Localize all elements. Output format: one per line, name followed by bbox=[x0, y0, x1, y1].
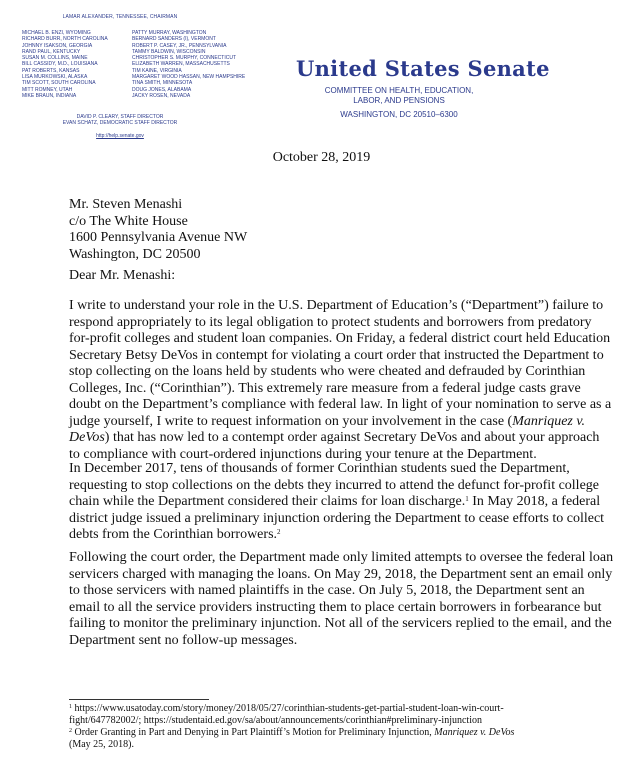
text-line: servicers charged with managing the loans. On May 29, 2018, the Department sent an email only bbox=[69, 566, 613, 582]
text-line: to compliance with court-ordered injunctions during your tenure at the Department. bbox=[69, 446, 537, 462]
text-line: email to all the service providers instructing them to place certain borrowers in forbearance but bbox=[69, 599, 602, 615]
member-name: PATTY MURRAY, WASHINGTON bbox=[132, 30, 207, 36]
recipient-address bbox=[69, 197, 247, 263]
footnote-2-line bbox=[69, 727, 609, 739]
footnotes bbox=[69, 703, 609, 751]
text-line bbox=[69, 414, 589, 431]
democratic-staff-director: EVAN SCHATZ, DEMOCRATIC STAFF DIRECTOR bbox=[62, 120, 178, 127]
case-name-italic: Manriquez v. bbox=[512, 413, 586, 429]
text-run: Order Granting in Part and Denying in Part Plaintiff’s Motion for Preliminary Injunction, bbox=[74, 727, 435, 738]
text-line: Department sent no follow-up messages. bbox=[69, 632, 298, 648]
member-name: TIM KAINE, VIRGINIA bbox=[132, 67, 182, 74]
member-name: ROBERT P. CASEY, JR., PENNSYLVANIA bbox=[132, 42, 227, 49]
case-name-italic: Manriquez v. DeVos bbox=[434, 727, 515, 738]
committee-url-link[interactable]: http://help.senate.gov bbox=[96, 133, 144, 139]
text-line bbox=[69, 494, 601, 511]
text-run: judge yourself, I write to request information on your involvement in the case ( bbox=[69, 413, 513, 429]
footnote-link[interactable]: https://www.usatoday.com/story/money/2018/05/27/corinthian-students-get-partial-student-loan-win-court- bbox=[74, 703, 504, 714]
text-line: In December 2017, tens of thousands of former Corinthian students sued the Department, bbox=[69, 461, 570, 476]
footnote-divider bbox=[69, 699, 209, 700]
staff-directors bbox=[0, 114, 240, 127]
member-name: MITT ROMNEY, UTAH bbox=[22, 86, 73, 93]
text-line: Secretary Betsy DeVos in contempt for violating a court order that instructed the Department to bbox=[69, 347, 604, 363]
text-run: chain while the Department considered their claims for loan discharge. bbox=[69, 494, 466, 509]
footnote-1-line[interactable]: fight/647782002/; https://studentaid.ed.gov/sa/about/announcements/corinthian#preliminary-injunction bbox=[69, 715, 482, 726]
text-line: I write to understand your role in the U.S. Department of Education’s (“Department”) failure to bbox=[69, 298, 604, 313]
text-run: In May 2018, a federal bbox=[468, 494, 601, 509]
text-line bbox=[69, 527, 589, 544]
footnote-number: 1 bbox=[69, 704, 72, 710]
committee-name bbox=[316, 86, 482, 106]
text-line: Colleges, Inc. (“Corinthian”). This extremely rare measure from a federal judge casts grave bbox=[69, 380, 581, 396]
member-name: RAND PAUL, KENTUCKY bbox=[22, 48, 81, 55]
member-name: TAMMY BALDWIN, WISCONSIN bbox=[132, 48, 206, 55]
footnote-ref-1[interactable]: 1 bbox=[465, 495, 469, 503]
member-name: TIM SCOTT, SOUTH CAROLINA bbox=[22, 80, 96, 87]
member-name: PAT ROBERTS, KANSAS bbox=[22, 67, 80, 74]
recipient-care-of: c/o The White House bbox=[69, 213, 188, 229]
footnote-1-line bbox=[69, 703, 609, 715]
footnote-number: 2 bbox=[69, 728, 72, 734]
member-name: JOHNNY ISAKSON, GEORGIA bbox=[22, 42, 93, 49]
case-name-italic: DeVos bbox=[69, 430, 105, 445]
member-name: SUSAN M. COLLINS, MAINE bbox=[22, 55, 88, 62]
staff-director: DAVID P. CLEARY, STAFF DIRECTOR bbox=[76, 114, 164, 120]
member-name: DOUG JONES, ALABAMA bbox=[132, 86, 192, 93]
majority-members-list bbox=[22, 30, 108, 99]
member-name: MIKE BRAUN, INDIANA bbox=[22, 92, 77, 99]
recipient-street: 1600 Pennsylvania Avenue NW bbox=[69, 230, 248, 245]
member-name: RICHARD BURR, NORTH CAROLINA bbox=[22, 36, 108, 43]
minority-members-list bbox=[132, 30, 245, 99]
text-line: Following the court order, the Department made only limited attempts to oversee the federal loan bbox=[69, 550, 614, 565]
member-name: LISA MURKOWSKI, ALASKA bbox=[22, 74, 88, 81]
member-name: JACKY ROSEN, NEVADA bbox=[132, 92, 191, 99]
footnote-ref-2[interactable]: 2 bbox=[277, 528, 281, 536]
letter-date: October 28, 2019 bbox=[272, 150, 371, 165]
text-line: to those servicers with named plaintiffs in the case. On July 5, 2018, the Department sent an bbox=[69, 583, 585, 598]
text-line: for-profit colleges and student loan companies. On Friday, a federal district court held Education bbox=[69, 331, 611, 346]
committee-line-1: COMMITTEE ON HEALTH, EDUCATION, bbox=[324, 86, 474, 95]
text-line: respond appropriately to its legal obligation to protect students and borrowers from predatory bbox=[69, 314, 592, 330]
text-run: ) that has now led to a contempt order against Secretary DeVos and about your approach bbox=[104, 430, 600, 445]
footnote-2-line: (May 25, 2018). bbox=[69, 739, 134, 750]
member-name: CHRISTOPHER S. MURPHY, CONNECTICUT bbox=[132, 55, 236, 62]
text-line: district judge issued a preliminary injunction ordering the Department to cease efforts to collect bbox=[69, 510, 605, 526]
paragraph-2 bbox=[69, 461, 605, 544]
member-name: BILL CASSIDY, M.D., LOUISIANA bbox=[22, 61, 98, 68]
committee-line-2: LABOR, AND PENSIONS bbox=[353, 96, 445, 105]
text-line: requesting to stop collections on the debts they incurred to attend the defunct for-profit college bbox=[69, 477, 600, 493]
paragraph-3 bbox=[69, 550, 614, 649]
member-name: TINA SMITH, MINNESOTA bbox=[132, 80, 193, 87]
text-run: debts from the Corinthian borrowers. bbox=[69, 527, 278, 542]
chairman-line: LAMAR ALEXANDER, TENNESSEE, CHAIRMAN bbox=[62, 14, 178, 20]
paragraph-1 bbox=[69, 298, 612, 463]
salutation: Dear Mr. Menashi: bbox=[69, 268, 176, 283]
text-line: doubt on the Department’s compliance with federal law. In light of your nomination to serve as a bbox=[69, 397, 612, 412]
recipient-city: Washington, DC 20500 bbox=[69, 246, 201, 262]
member-name: MICHAEL B. ENZI, WYOMING bbox=[22, 30, 91, 36]
text-line: failing to monitor the preliminary injunction. Not all of the servicers replied to the email, and the bbox=[69, 616, 612, 631]
senate-address: WASHINGTON, DC 20510–6300 bbox=[340, 110, 458, 119]
member-name: ELIZABETH WARREN, MASSACHUSETTS bbox=[132, 61, 230, 68]
member-name: BERNARD SANDERS (I), VERMONT bbox=[132, 36, 216, 43]
text-line bbox=[69, 430, 600, 447]
member-name: MARGARET WOOD HASSAN, NEW HAMPSHIRE bbox=[132, 74, 246, 81]
recipient-name: Mr. Steven Menashi bbox=[69, 197, 183, 212]
united-states-senate-title: United States Senate bbox=[296, 56, 550, 81]
text-line: stop collecting on the loans held by students who were cheated and defrauded by Corinthian bbox=[69, 364, 586, 379]
